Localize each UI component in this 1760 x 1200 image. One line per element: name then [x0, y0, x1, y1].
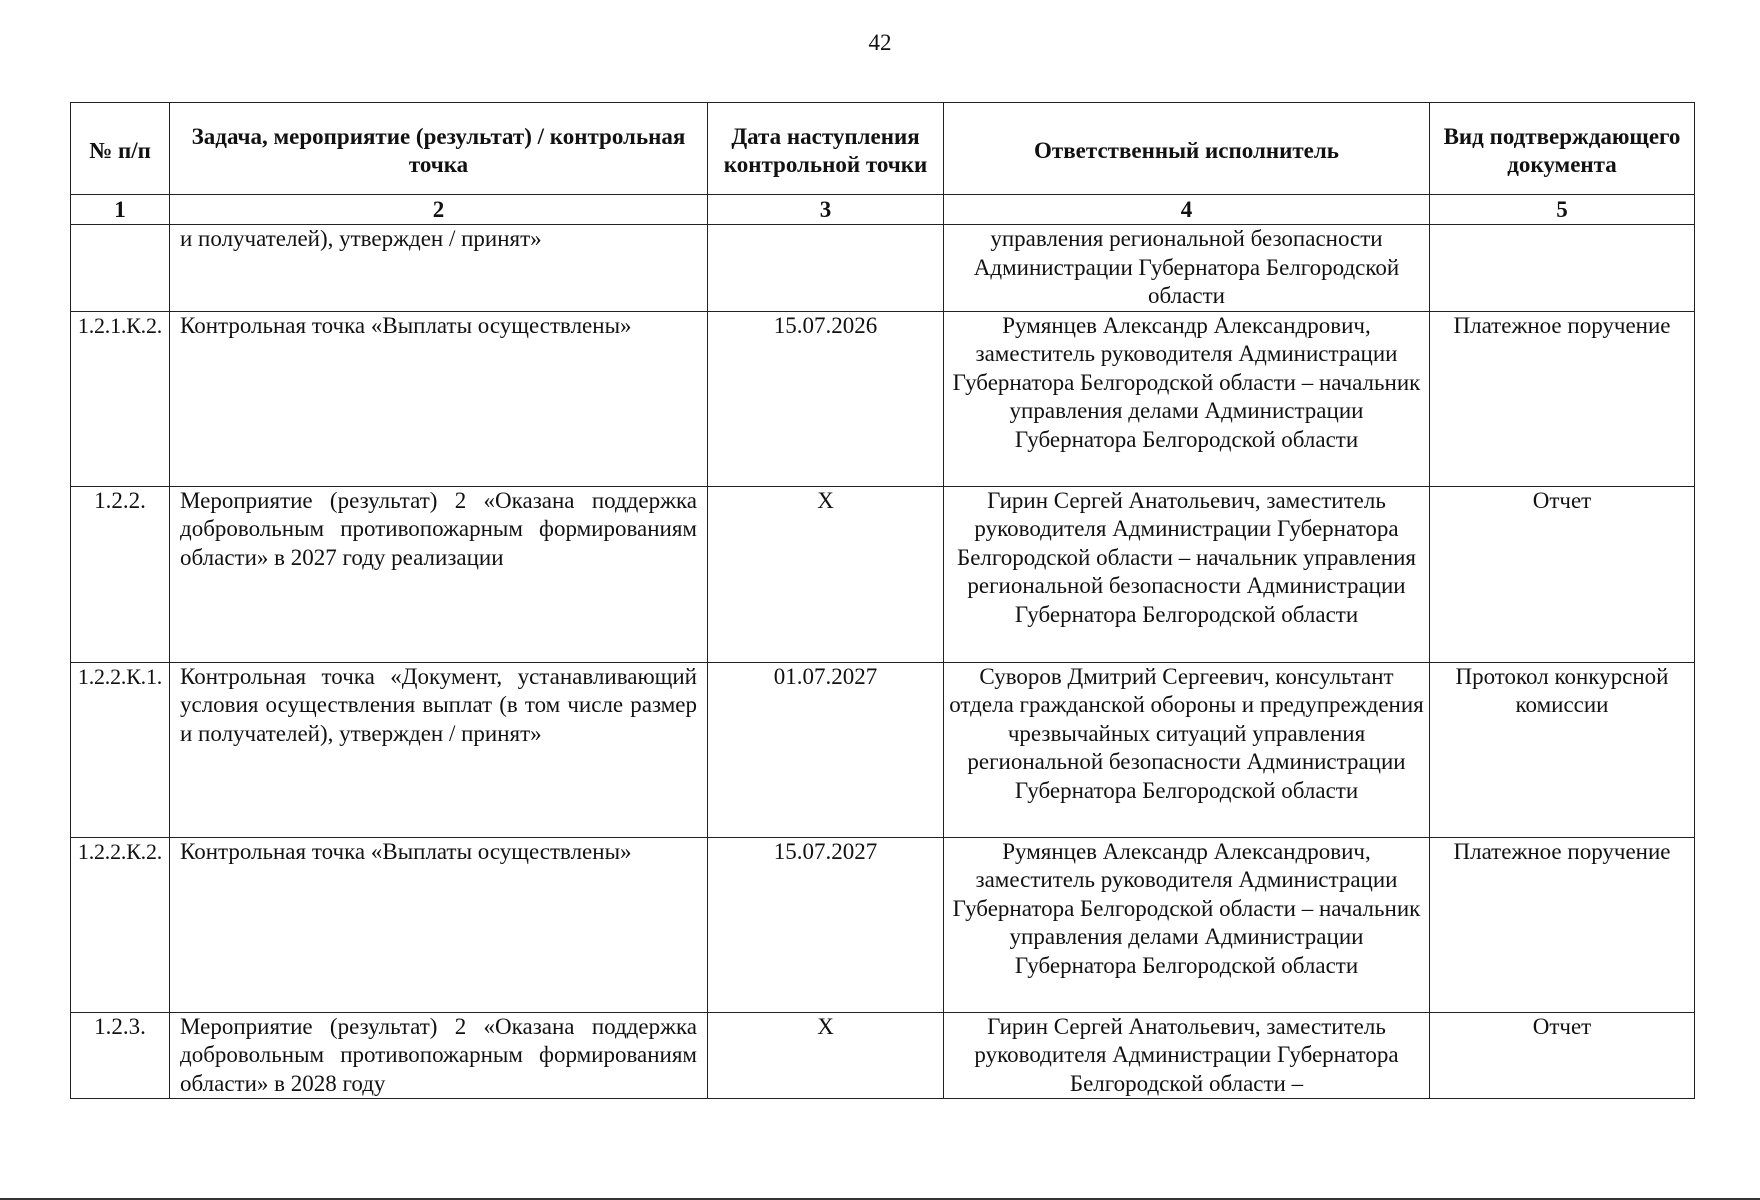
table-row: [71, 662, 1695, 837]
column-number-row: [71, 195, 1695, 225]
header-document: Вид подтверждающего документа: [1430, 103, 1695, 195]
column-number: 2: [170, 195, 708, 225]
row-date: Х: [708, 486, 944, 662]
row-responsible: Гирин Сергей Анатольевич, заместитель руководителя Администрации Губернатора Белгородской области – начальник управления региональной безопасности Администрации Губернатора Белгородской области: [944, 486, 1430, 662]
row-number: 1.2.2.К.1.: [71, 662, 170, 837]
row-task: Контрольная точка «Выплаты осуществлены»: [170, 311, 708, 486]
header-date: Дата наступления контрольной точки: [708, 103, 944, 195]
row-responsible: Румянцев Александр Александрович, заместитель руководителя Администрации Губернатора Белгородской области – начальник управления делами Администрации Губернатора Белгородской области: [944, 837, 1430, 1012]
table-row: [71, 225, 1695, 312]
row-document: Платежное поручение: [1430, 837, 1695, 1012]
row-document: Отчет: [1430, 486, 1695, 662]
column-number: 4: [944, 195, 1430, 225]
row-task: и получателей), утвержден / принят»: [170, 225, 708, 312]
table-row: [71, 311, 1695, 486]
row-number: [71, 225, 170, 312]
row-responsible: Гирин Сергей Анатольевич, заместитель руководителя Администрации Губернатора Белгородской области –: [944, 1012, 1430, 1099]
column-number: 1: [71, 195, 170, 225]
table-row: [71, 1012, 1695, 1099]
row-task: Контрольная точка «Документ, устанавливающий условия осуществления выплат (в том числе размер и получателей), утвержден / принят»: [170, 662, 708, 837]
table-row: [71, 837, 1695, 1012]
page-number: 42: [868, 30, 892, 55]
column-number: 5: [1430, 195, 1695, 225]
column-number: 3: [708, 195, 944, 225]
row-document: Протокол конкурсной комиссии: [1430, 662, 1695, 837]
header-responsible: Ответственный исполнитель: [944, 103, 1430, 195]
row-task: Контрольная точка «Выплаты осуществлены»: [170, 837, 708, 1012]
header-num: № п/п: [71, 103, 170, 195]
control-points-table: [70, 102, 1695, 1099]
row-date: Х: [708, 1012, 944, 1099]
row-number: 1.2.3.: [71, 1012, 170, 1099]
row-document: Платежное поручение: [1430, 311, 1695, 486]
row-document: [1430, 225, 1695, 312]
row-date: 15.07.2027: [708, 837, 944, 1012]
row-number: 1.2.2.: [71, 486, 170, 662]
row-task: Мероприятие (результат) 2 «Оказана поддержка добровольным противопожарным формированиям области» в 2027 году реализации: [170, 486, 708, 662]
row-responsible: Румянцев Александр Александрович, заместитель руководителя Администрации Губернатора Белгородской области – начальник управления делами Администрации Губернатора Белгородской области: [944, 311, 1430, 486]
table-row: [71, 486, 1695, 662]
row-task: Мероприятие (результат) 2 «Оказана поддержка добровольным противопожарным формированиям области» в 2028 году: [170, 1012, 708, 1099]
row-date: 15.07.2026: [708, 311, 944, 486]
row-date: [708, 225, 944, 312]
row-date: 01.07.2027: [708, 662, 944, 837]
row-document: Отчет: [1430, 1012, 1695, 1099]
row-responsible: Суворов Дмитрий Сергеевич, консультант отдела гражданской обороны и предупреждения чрезвычайных ситуаций управления региональной безопасности Администрации Губернатора Белгородской области: [944, 662, 1430, 837]
row-number: 1.2.1.К.2.: [71, 311, 170, 486]
row-number: 1.2.2.К.2.: [71, 837, 170, 1012]
header-row: [71, 103, 1695, 195]
header-task: Задача, мероприятие (результат) / контрольная точка: [170, 103, 708, 195]
row-responsible: управления региональной безопасности Администрации Губернатора Белгородской области: [944, 225, 1430, 312]
